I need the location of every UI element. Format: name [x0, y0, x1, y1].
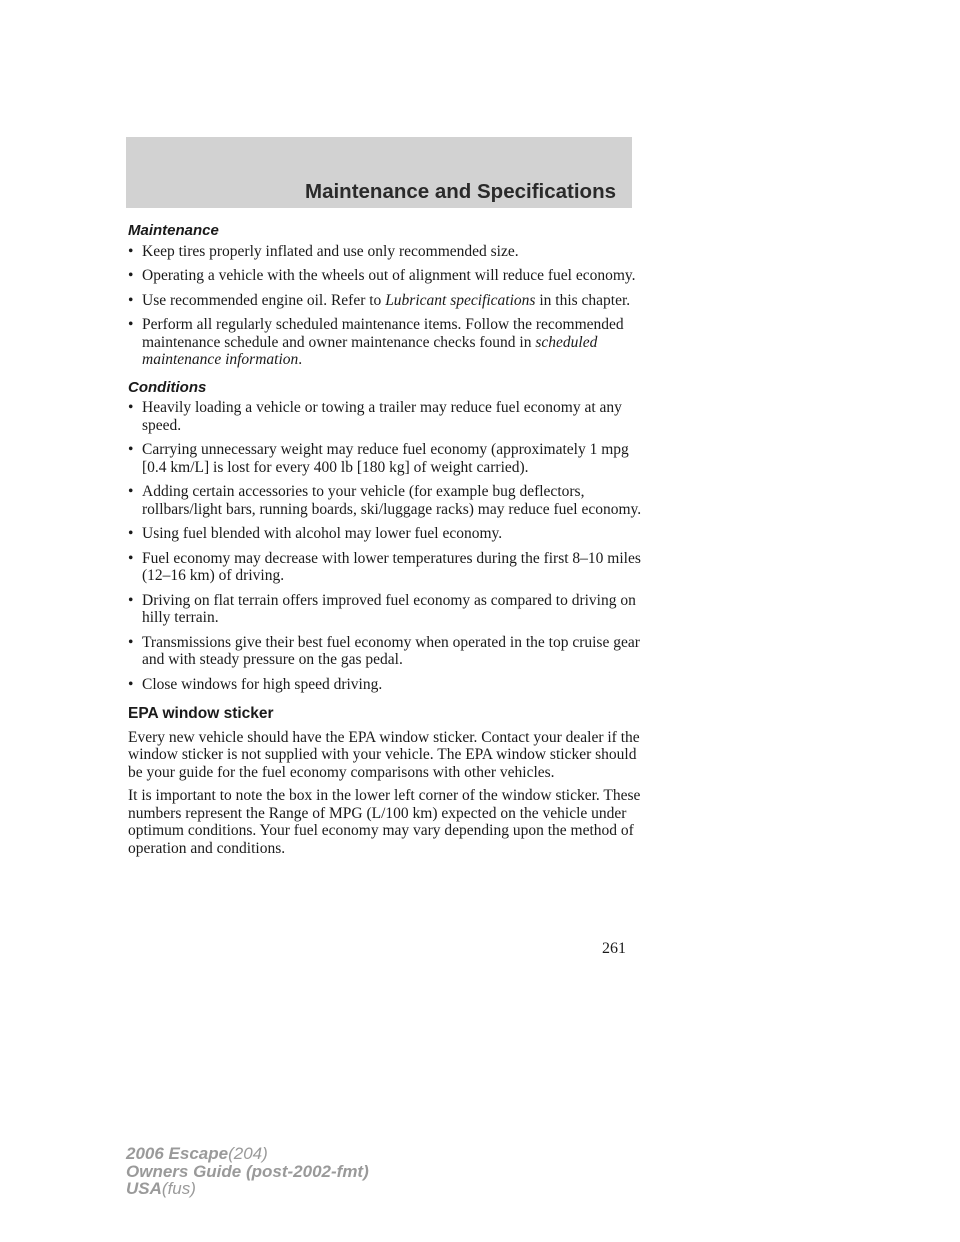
- section-title: Maintenance and Specifications: [305, 180, 616, 203]
- epa-paragraph: It is important to note the box in the lower left corner of the window sticker. These numbers represent the Range of MPG (L/100 km) expected on the vehicle under optimum conditions. Your fuel economy may vary depending upon the method of operation and conditions.: [128, 787, 641, 857]
- document-footer: [126, 1145, 369, 1198]
- list-item: • Close windows for high speed driving.: [128, 676, 648, 694]
- list-item: • Using fuel blended with alcohol may lower fuel economy.: [128, 525, 648, 543]
- list-item: • Adding certain accessories to your vehicle (for example bug deflectors, rollbars/light bars, running boards, ski/luggage racks) may reduce fuel economy.: [128, 483, 648, 518]
- maintenance-heading: Maintenance: [128, 222, 219, 239]
- footer-line: 2006 Escape(204): [126, 1144, 268, 1163]
- list-item: • Keep tires properly inflated and use only recommended size.: [128, 243, 648, 261]
- epa-sticker-heading: EPA window sticker: [128, 705, 274, 722]
- epa-paragraph: Every new vehicle should have the EPA window sticker. Contact your dealer if the window sticker is not supplied with your vehicle. The EPA window sticker should be your guide for the fuel economy comparisons with other vehicles.: [128, 728, 640, 781]
- page-content: [128, 222, 648, 863]
- list-item: • Driving on flat terrain offers improved fuel economy as compared to driving on hilly terrain.: [128, 592, 648, 627]
- scheduled-maintenance-reference: scheduled maintenance information: [142, 333, 598, 368]
- list-item: • Use recommended engine oil. Refer to Lubricant specifications in this chapter.: [128, 292, 648, 310]
- list-item: • Heavily loading a vehicle or towing a trailer may reduce fuel economy at any speed.: [128, 399, 648, 434]
- list-item: • Carrying unnecessary weight may reduce fuel economy (approximately 1 mpg [0.4 km/L] is lost for every 400 lb [180 kg] of weight carried).: [128, 441, 648, 476]
- list-item: • Operating a vehicle with the wheels out of alignment will reduce fuel economy.: [128, 267, 648, 285]
- conditions-heading: Conditions: [128, 378, 207, 396]
- list-item: • Fuel economy may decrease with lower temperatures during the first 8–10 miles (12–16 km) of driving.: [128, 550, 648, 585]
- footer-line: USA(fus): [126, 1179, 196, 1198]
- page-number: 261: [602, 940, 626, 957]
- list-item: • Perform all regularly scheduled maintenance items. Follow the recommended maintenance schedule and owner maintenance checks found in scheduled maintenance information.: [128, 316, 648, 369]
- section-header-band: [126, 137, 632, 208]
- maintenance-list: [128, 243, 648, 369]
- footer-line: Owners Guide (post-2002-fmt): [126, 1161, 369, 1181]
- lubricant-specifications-reference: Lubricant specifications: [385, 291, 536, 309]
- list-item: • Transmissions give their best fuel economy when operated in the top cruise gear and with steady pressure on the gas pedal.: [128, 634, 648, 669]
- conditions-list: [128, 399, 648, 693]
